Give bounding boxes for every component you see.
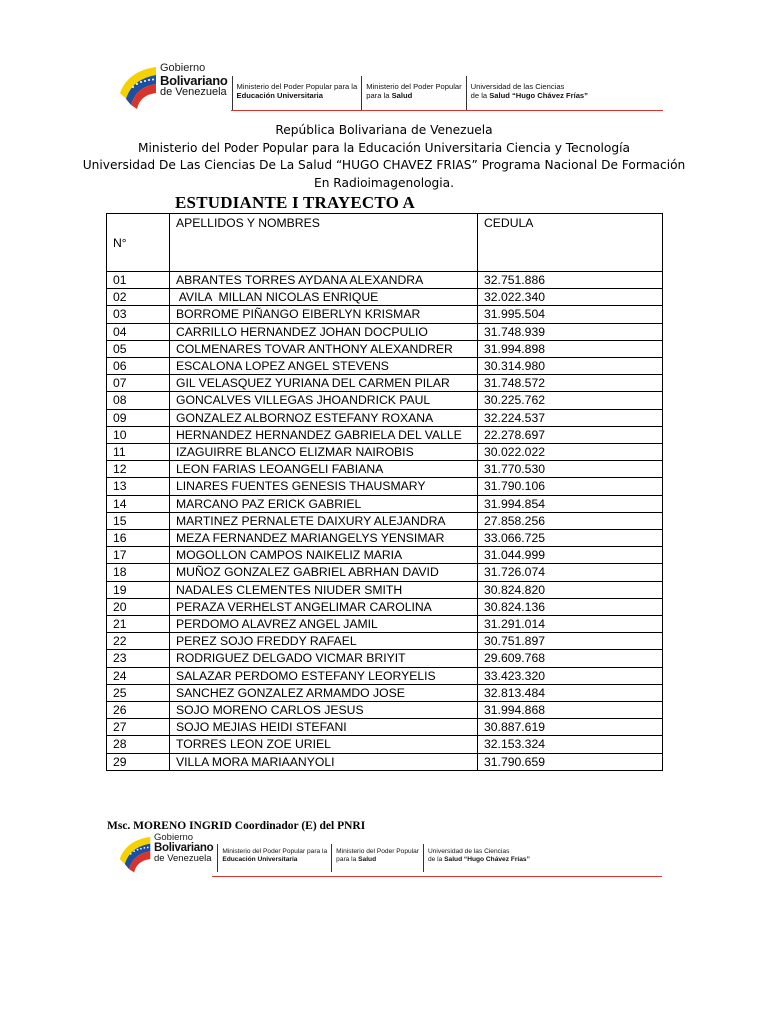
venezuela-flag-icon (118, 63, 158, 109)
row-number: 02 (107, 289, 170, 306)
header-cedula: CEDULA (478, 214, 663, 272)
student-cedula: 31.994.854 (478, 495, 663, 512)
row-number: 06 (107, 358, 170, 375)
student-cedula: 32.813.484 (478, 684, 663, 701)
student-cedula: 30.824.136 (478, 598, 663, 615)
student-cedula: 31.726.074 (478, 564, 663, 581)
row-number: 24 (107, 667, 170, 684)
ministry-health: Ministerio del Poder Popular para la Salud (366, 82, 462, 101)
table-row (107, 564, 663, 581)
student-cedula: 27.858.256 (478, 512, 663, 529)
row-number: 10 (107, 426, 170, 443)
gov-line-2: Bolivariano (154, 841, 214, 854)
student-name: MARCANO PAZ ERICK GABRIEL (170, 495, 478, 512)
header-line-4: En Radioimagenologia. (314, 175, 454, 190)
student-cedula: 31.748.572 (478, 375, 663, 392)
banner-divider (361, 76, 362, 110)
row-number: 17 (107, 547, 170, 564)
banner-divider (217, 844, 218, 872)
banner-divider (466, 76, 467, 110)
table-row (107, 736, 663, 753)
top-government-banner (118, 63, 636, 111)
student-name: MOGOLLON CAMPOS NAIKELIZ MARIA (170, 547, 478, 564)
table-row (107, 392, 663, 409)
row-number: 09 (107, 409, 170, 426)
document-title: ESTUDIANTE I TRAYECTO A (175, 193, 416, 212)
student-name: GONZALEZ ALBORNOZ ESTEFANY ROXANA (170, 409, 478, 426)
table-row (107, 375, 663, 392)
student-name: BORROME PIÑANGO EIBERLYN KRISMAR (170, 306, 478, 323)
student-name: MEZA FERNANDEZ MARIANGELYS YENSIMAR (170, 530, 478, 547)
document-header (0, 122, 768, 192)
student-cedula: 32.022.340 (478, 289, 663, 306)
student-cedula: 30.022.022 (478, 444, 663, 461)
student-cedula: 22.278.697 (478, 426, 663, 443)
student-name: PERDOMO ALAVREZ ANGEL JAMIL (170, 616, 478, 633)
student-cedula: 31.790.659 (478, 753, 663, 770)
table-header-row (107, 214, 663, 272)
row-number: 01 (107, 272, 170, 289)
student-name: GIL VELASQUEZ YURIANA DEL CARMEN PILAR (170, 375, 478, 392)
table-row (107, 409, 663, 426)
student-cedula: 29.609.768 (478, 650, 663, 667)
student-name: VILLA MORA MARIAANYOLI (170, 753, 478, 770)
students-table (106, 213, 663, 771)
row-number: 19 (107, 581, 170, 598)
row-number: 14 (107, 495, 170, 512)
student-name: LEON FARIAS LEOANGELI FABIANA (170, 461, 478, 478)
table-row (107, 444, 663, 461)
student-cedula: 31.044.999 (478, 547, 663, 564)
table-row (107, 667, 663, 684)
coordinator-signature: Msc. MORENO INGRID Coordinador (E) del PNRI (107, 820, 366, 832)
student-cedula: 31.790.106 (478, 478, 663, 495)
ministry-education: Ministerio del Poder Popular para la Educación Universitaria (222, 848, 328, 864)
government-logo (118, 63, 228, 109)
student-name: COLMENARES TOVAR ANTHONY ALEXANDRER (170, 340, 478, 357)
table-row (107, 495, 663, 512)
venezuela-flag-icon (118, 833, 152, 873)
table-row (107, 719, 663, 736)
gov-line-1: Gobierno (160, 62, 206, 74)
student-cedula: 32.224.537 (478, 409, 663, 426)
table-row (107, 650, 663, 667)
table-row (107, 426, 663, 443)
table-row (107, 289, 663, 306)
student-cedula: 30.314.980 (478, 358, 663, 375)
student-name: NADALES CLEMENTES NIUDER SMITH (170, 581, 478, 598)
student-name: HERNANDEZ HERNANDEZ GABRIELA DEL VALLE (170, 426, 478, 443)
student-name: TORRES LEON ZOE URIEL (170, 736, 478, 753)
student-name: SALAZAR PERDOMO ESTEFANY LEORYELIS (170, 667, 478, 684)
bottom-banner-red-line (212, 876, 662, 877)
row-number: 03 (107, 306, 170, 323)
header-line-1: República Bolivariana de Venezuela (275, 123, 493, 137)
student-cedula: 30.225.762 (478, 392, 663, 409)
student-cedula: 32.751.886 (478, 272, 663, 289)
student-cedula: 31.770.530 (478, 461, 663, 478)
table-row (107, 633, 663, 650)
student-cedula: 30.887.619 (478, 719, 663, 736)
student-cedula: 31.994.898 (478, 340, 663, 357)
student-cedula: 31.994.868 (478, 702, 663, 719)
top-banner-red-line (231, 110, 663, 111)
row-number: 07 (107, 375, 170, 392)
banner-divider (331, 844, 332, 872)
table-row (107, 616, 663, 633)
banner-divider (423, 844, 424, 872)
student-name: MARTINEZ PERNALETE DAIXURY ALEJANDRA (170, 512, 478, 529)
student-name: SOJO MEJIAS HEIDI STEFANI (170, 719, 478, 736)
row-number: 16 (107, 530, 170, 547)
row-number: 25 (107, 684, 170, 701)
student-cedula: 31.291.014 (478, 616, 663, 633)
student-name: ABRANTES TORRES AYDANA ALEXANDRA (170, 272, 478, 289)
student-name: LINARES FUENTES GENESIS THAUSMARY (170, 478, 478, 495)
gov-line-3: de Venezuela (160, 86, 227, 98)
table-row (107, 684, 663, 701)
row-number: 22 (107, 633, 170, 650)
header-number: N° (107, 214, 170, 272)
student-name: SOJO MORENO CARLOS JESUS (170, 702, 478, 719)
row-number: 28 (107, 736, 170, 753)
university-name: Universidad de las Ciencias de la Salud “Hugo Chávez Frías” (470, 82, 588, 101)
row-number: 26 (107, 702, 170, 719)
row-number: 04 (107, 323, 170, 340)
university-name: Universidad de las Ciencias de la Salud “Hugo Chávez Frías” (428, 848, 530, 864)
row-number: 08 (107, 392, 170, 409)
row-number: 11 (107, 444, 170, 461)
row-number: 20 (107, 598, 170, 615)
student-cedula: 32.153.324 (478, 736, 663, 753)
gov-line-3: de Venezuela (154, 853, 212, 864)
row-number: 12 (107, 461, 170, 478)
student-cedula: 33.066.725 (478, 530, 663, 547)
table-row (107, 323, 663, 340)
student-cedula: 30.824.820 (478, 581, 663, 598)
header-line-2: Ministerio del Poder Popular para la Educación Universitaria Ciencia y Tecnología (138, 140, 630, 155)
table-row (107, 598, 663, 615)
header-names: APELLIDOS Y NOMBRES (170, 214, 478, 272)
student-name: SANCHEZ GONZALEZ ARMAMDO JOSE (170, 684, 478, 701)
table-row (107, 272, 663, 289)
header-line-3: Universidad De Las Ciencias De La Salud “HUGO CHAVEZ FRIAS” Programa Nacional De Formación (82, 158, 686, 172)
student-cedula: 31.748.939 (478, 323, 663, 340)
ministry-education: Ministerio del Poder Popular para la Educación Universitaria (236, 82, 358, 101)
student-name: IZAGUIRRE BLANCO ELIZMAR NAIROBIS (170, 444, 478, 461)
government-logo (118, 833, 213, 873)
banner-divider (232, 76, 233, 110)
row-number: 27 (107, 719, 170, 736)
gov-line-2: Bolivariano (160, 73, 228, 88)
gov-line-1: Gobierno (154, 832, 194, 843)
row-number: 05 (107, 340, 170, 357)
table-row (107, 306, 663, 323)
table-row (107, 581, 663, 598)
row-number: 18 (107, 564, 170, 581)
table-row (107, 530, 663, 547)
table-row (107, 512, 663, 529)
row-number: 21 (107, 616, 170, 633)
bottom-government-banner (118, 833, 558, 881)
student-name: RODRIGUEZ DELGADO VICMAR BRIYIT (170, 650, 478, 667)
table-row (107, 753, 663, 770)
student-cedula: 33.423.320 (478, 667, 663, 684)
table-row (107, 478, 663, 495)
student-name: PEREZ SOJO FREDDY RAFAEL (170, 633, 478, 650)
student-name: ESCALONA LOPEZ ANGEL STEVENS (170, 358, 478, 375)
student-name: AVILA MILLAN NICOLAS ENRIQUE (170, 289, 478, 306)
student-name: MUÑOZ GONZALEZ GABRIEL ABRHAN DAVID (170, 564, 478, 581)
row-number: 15 (107, 512, 170, 529)
ministry-health: Ministerio del Poder Popular para la Salud (336, 848, 419, 864)
table-row (107, 702, 663, 719)
student-cedula: 30.751.897 (478, 633, 663, 650)
row-number: 13 (107, 478, 170, 495)
row-number: 23 (107, 650, 170, 667)
table-row (107, 547, 663, 564)
table-row (107, 358, 663, 375)
student-name: GONCALVES VILLEGAS JHOANDRICK PAUL (170, 392, 478, 409)
student-name: PERAZA VERHELST ANGELIMAR CAROLINA (170, 598, 478, 615)
table-row (107, 340, 663, 357)
table-row (107, 461, 663, 478)
row-number: 29 (107, 753, 170, 770)
student-name: CARRILLO HERNANDEZ JOHAN DOCPULIO (170, 323, 478, 340)
student-cedula: 31.995.504 (478, 306, 663, 323)
